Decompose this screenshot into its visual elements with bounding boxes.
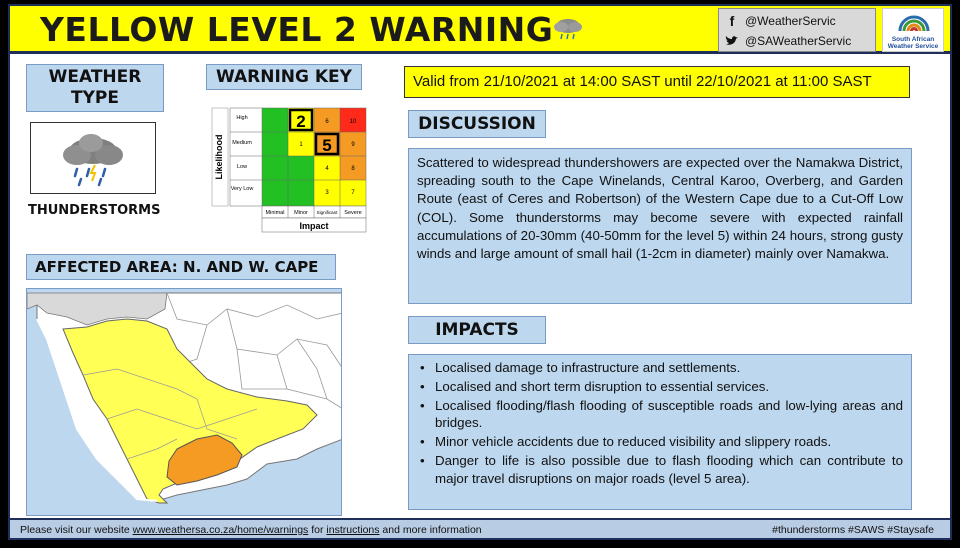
col-label-minimal: Minimal (265, 210, 285, 216)
cell-8-value: 8 (351, 166, 355, 172)
saws-emblem-icon (896, 11, 932, 35)
thunderstorm-icon (550, 14, 586, 44)
saws-logo-text: South African Weather Service (887, 36, 939, 50)
footer-bar (10, 518, 950, 540)
footer-suffix: and more information (379, 524, 482, 536)
col-label-significant: Significant (316, 210, 338, 215)
website-link[interactable]: www.weathersa.co.za/home/warnings (132, 524, 309, 536)
warning-title: YELLOW LEVEL 2 WARNING (40, 10, 554, 49)
cell-7-value: 7 (351, 190, 355, 196)
row-label-very-low: Very Low (230, 186, 254, 192)
cell-3-value: 3 (325, 190, 329, 196)
map-graphic (27, 289, 342, 516)
impact-axis-label: Impact (299, 221, 329, 231)
cells-minimal (262, 108, 288, 206)
discussion-heading: DISCUSSION (408, 110, 546, 138)
impacts-panel (408, 354, 912, 510)
cells-minor-low (288, 156, 314, 206)
facebook-handle: @WeatherServic (745, 14, 836, 28)
cell-10-value: 10 (349, 119, 357, 125)
weather-type-image (30, 122, 156, 194)
warning-key-grid (206, 102, 368, 234)
saws-logo (882, 8, 944, 52)
affected-area-heading: AFFECTED AREA: N. AND W. CAPE (26, 254, 336, 280)
validity-banner: Valid from 21/10/2021 at 14:00 SAST until 22/10/2021 at 11:00 SAST (404, 66, 910, 98)
weather-type-label: THUNDERSTORMS (28, 203, 161, 218)
facebook-row[interactable] (725, 11, 836, 31)
impact-item: • Localised damage to infrastructure and settlements. (415, 359, 903, 377)
row-label-low: Low (236, 164, 248, 170)
highlight-value-2: 2 (296, 112, 306, 131)
twitter-icon (725, 35, 739, 47)
cell-9-value: 9 (351, 142, 355, 148)
footer-prefix: Please visit our website (20, 524, 133, 536)
footer-middle: for (308, 524, 327, 536)
affected-area-map (26, 288, 342, 516)
warning-key-matrix (206, 102, 368, 234)
twitter-handle: @SAWeatherServic (745, 34, 852, 48)
likelihood-axis-label: Likelihood (214, 134, 224, 180)
impacts-list (415, 359, 903, 488)
cell-4-value: 4 (325, 166, 329, 172)
row-label-medium: Medium (232, 140, 252, 146)
discussion-text: Scattered to widespread thundershowers are expected over the Namakwa District, spreading south to the Cape Winelands, Central Karoo, Overberg, and Garden Route (east of Ceres and Robertson) of the Western Cape due to a Cut-Off Low (COL). Some thunderstorms may become severe with expected rainfall accumulations of 20-30mm (40-50mm for the level 5) within 24 hours, strong gusty winds and large amount of small hail (1-2cm in diameter) mainly over Namakwa. (408, 148, 912, 304)
warning-poster (8, 4, 952, 540)
weather-type-heading: WEATHER TYPE (26, 64, 164, 112)
col-label-severe: Severe (344, 210, 362, 216)
cell-6-value: 6 (325, 119, 329, 125)
impact-item: • Minor vehicle accidents due to reduced visibility and slippery roads. (415, 433, 903, 451)
footer-hashtags: #thunderstorms #SAWS #Staysafe (772, 524, 934, 536)
impact-item: • Danger to life is also possible due to flash flooding which can contribute to major travel disruptions on major roads (level 5 area). (415, 452, 903, 488)
row-label-high: High (236, 115, 248, 121)
row-labels (231, 115, 254, 192)
instructions-link[interactable]: instructions (326, 524, 380, 536)
impact-item: • Localised flooding/flash flooding of susceptible roads and low-lying areas and bridges. (415, 397, 903, 433)
col-label-minor: Minor (294, 210, 308, 216)
highlight-value-5: 5 (322, 136, 332, 155)
thunderstorm-cloud-icon (31, 123, 155, 193)
twitter-row[interactable] (725, 31, 851, 51)
cell-1-value: 1 (299, 142, 303, 148)
header-bar (10, 6, 950, 54)
facebook-icon: f (729, 13, 735, 29)
impacts-heading: IMPACTS (408, 316, 546, 344)
warning-key-heading: WARNING KEY (206, 64, 362, 90)
social-media-box (718, 8, 876, 52)
impact-item: • Localised and short term disruption to essential services. (415, 378, 903, 396)
